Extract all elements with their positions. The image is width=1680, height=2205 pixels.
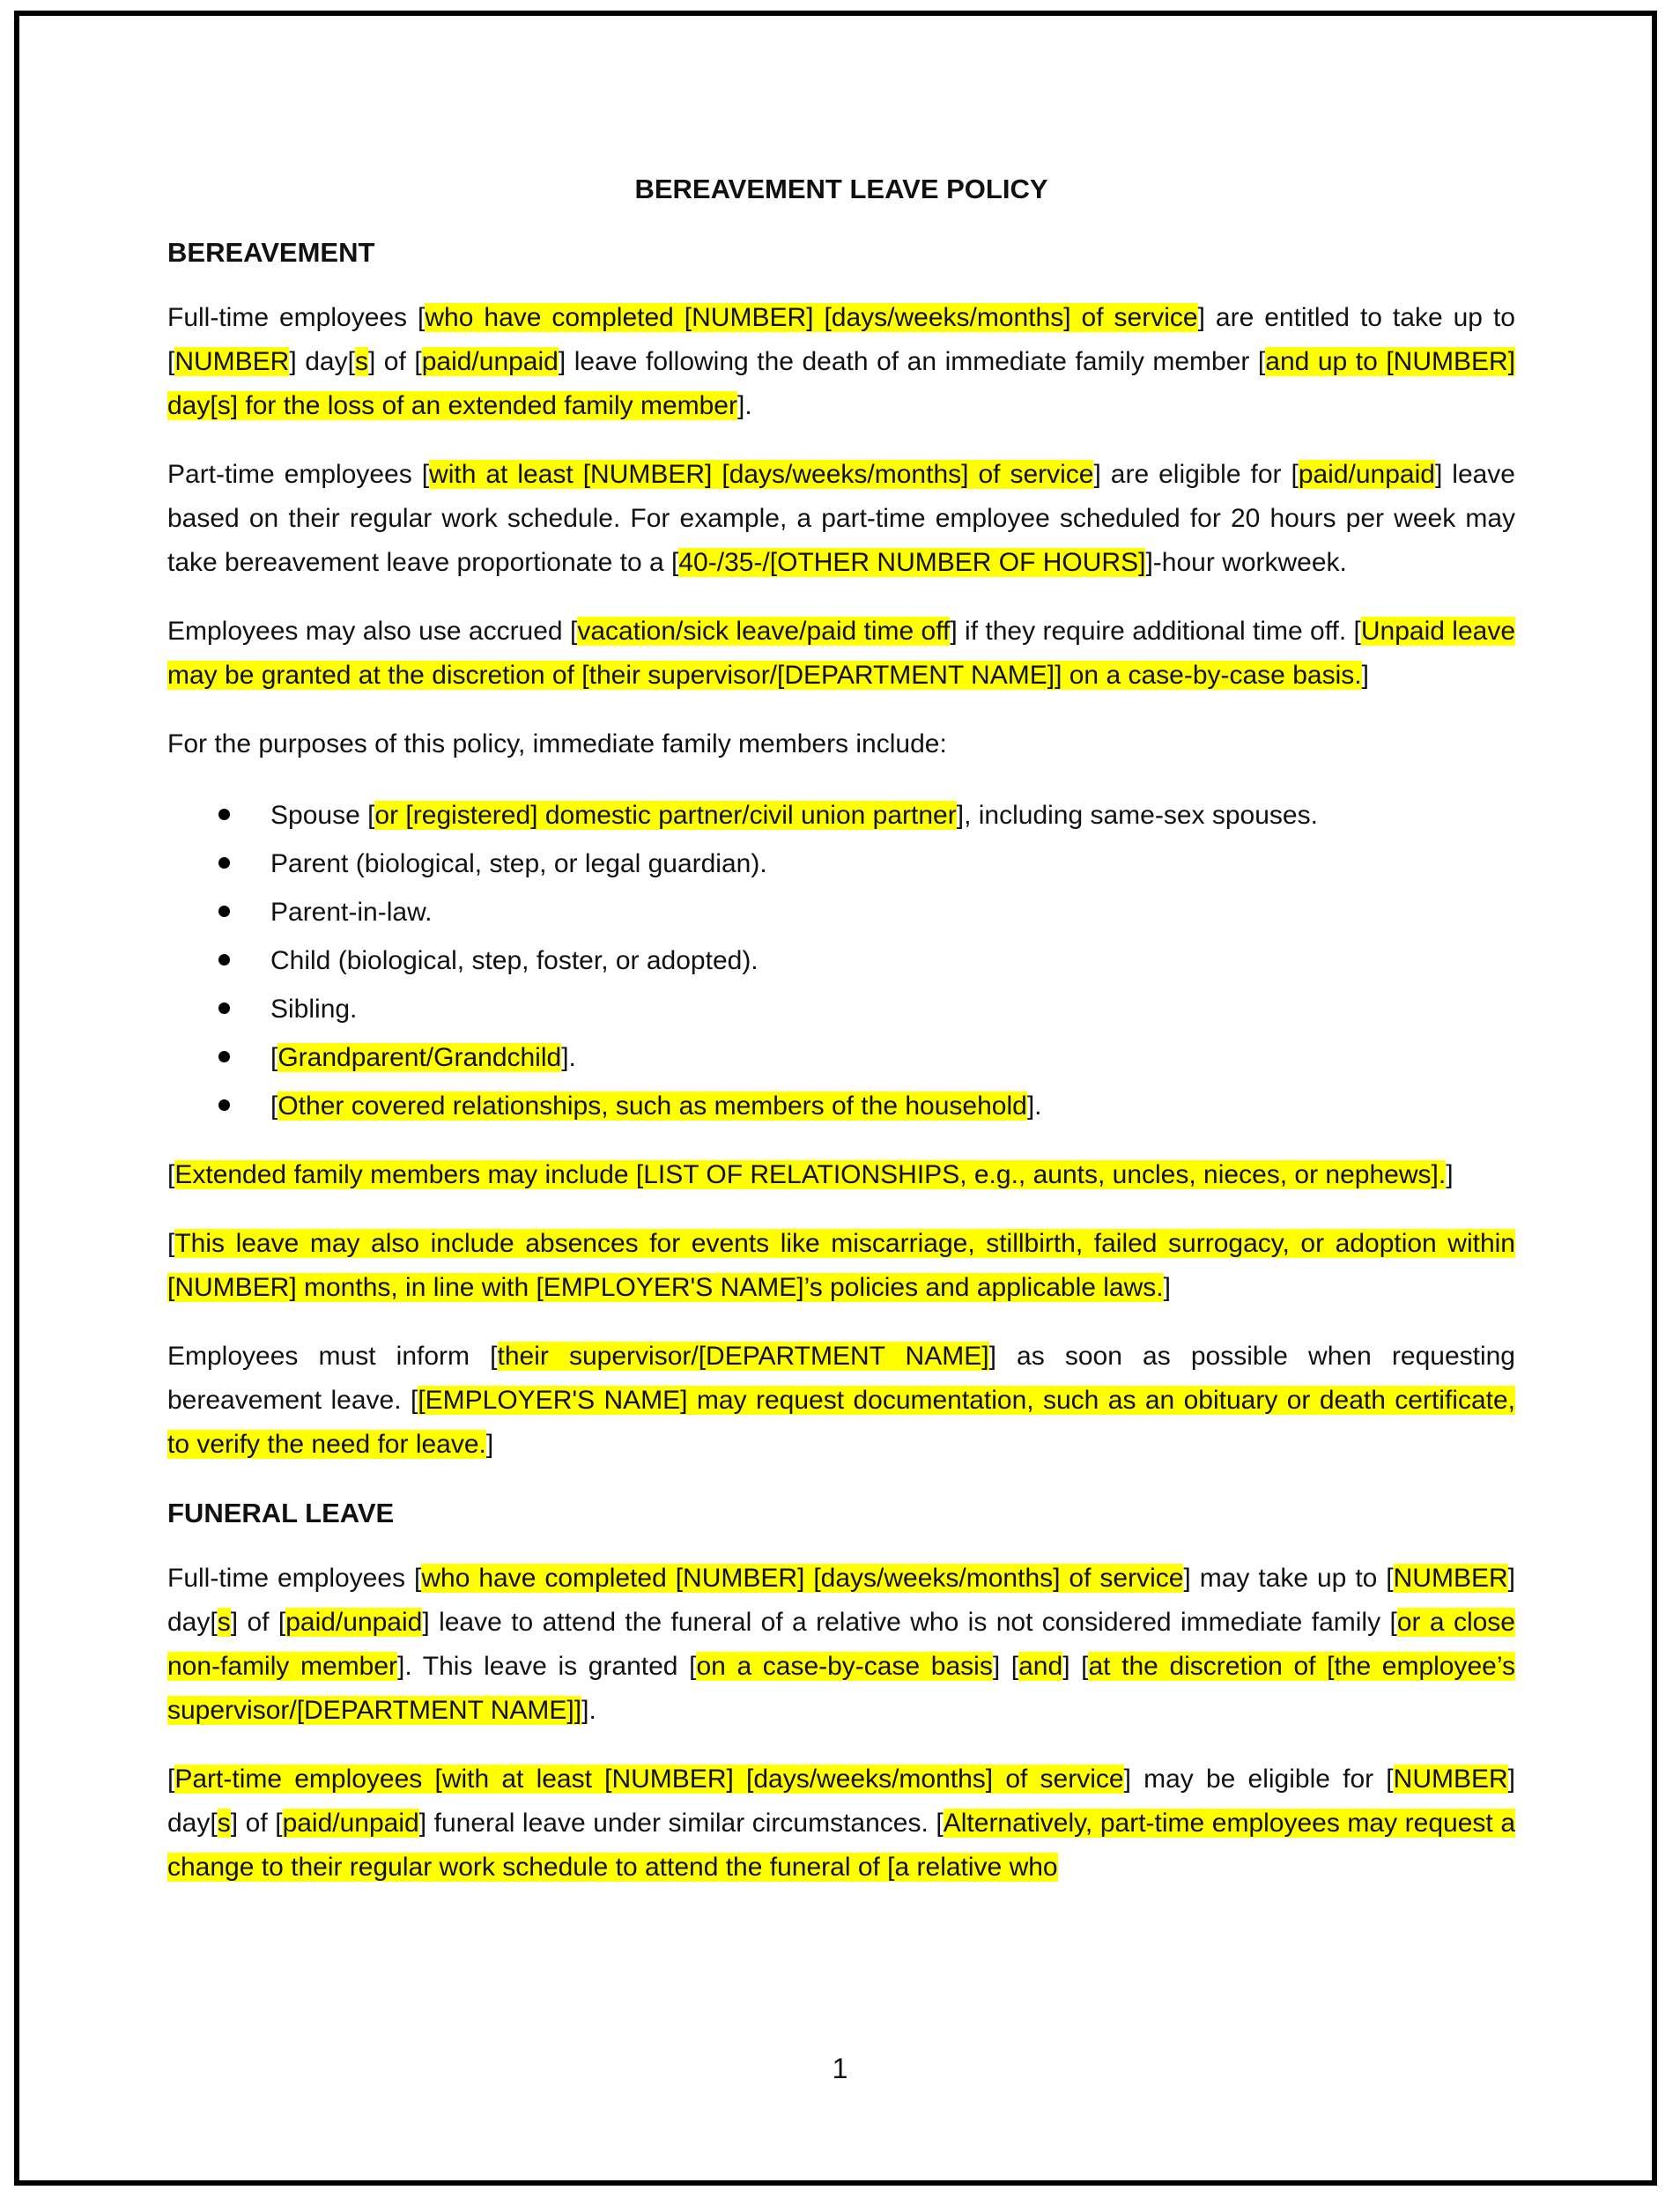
highlighted-placeholder: This leave may also include absences for events like miscarriage, stillbirth, failed surrogacy, or adoption within [NUMBER] months, in line with [EMPLOYER'S NAME]’s policies and applicable laws. [167,1229,1515,1302]
text-run: Employees may also use accrued [ [167,617,578,646]
highlighted-placeholder: paid/unpaid [282,1809,419,1838]
text-run: Full-time employees [ [167,303,426,332]
page-number: 1 [832,2053,848,2084]
bullet-icon [218,1051,230,1062]
highlighted-placeholder: Unpaid leave may be granted at the discretion of [their supervisor/[DEPARTMENT NAME]] on a case-by-case basis. [167,617,1515,690]
text-run: ] [1446,1160,1454,1189]
text-run: ] of [ [230,1809,283,1838]
list-item [167,1082,1515,1130]
text-run: ], including same-sex spouses. [956,801,1318,830]
list-item [167,985,1515,1033]
text-run: ] leave based on their regular work schedule. For example, a part-time employee scheduled for 20 hours per week may take bereavement leave proportionate to a [ [167,460,1515,577]
text-run: ]. This leave is granted [ [397,1652,697,1681]
text-run: ] of [ [230,1608,286,1637]
highlighted-placeholder: paid/unpaid [285,1608,423,1637]
highlighted-placeholder: NUMBER [1393,1564,1508,1593]
highlighted-placeholder: Extended family members may include [LIST OF RELATIONSHIPS, e.g., aunts, uncles, nieces, or nephews]. [174,1160,1447,1189]
paragraph [167,1153,1515,1197]
bullet-icon [218,857,230,869]
section-heading-funeral-leave: FUNERAL LEAVE [167,1498,395,1528]
list-item [167,840,1515,888]
text-run: ] are entitled to take up to [ [167,303,1515,376]
text-run: Parent-in-law. [270,898,433,927]
text-run: ] [1361,661,1369,690]
bullet-icon [218,809,230,820]
text-run: Full-time employees [ [167,1564,422,1593]
text-run: ] if they require additional time off. [ [950,617,1361,646]
list-item [167,791,1515,840]
text-run: ] are eligible for [ [1093,460,1299,489]
bullet-icon [218,1099,230,1111]
highlighted-placeholder: vacation/sick leave/paid time off [577,617,951,646]
section-heading-bereavement: BEREAVEMENT [167,237,375,268]
text-run: ] day[ [289,347,355,376]
text-run: [ [270,1043,278,1072]
highlighted-placeholder: [EMPLOYER'S NAME] may request documentation, such as an obituary or death certificate, to verify the need for leave. [167,1386,1516,1459]
highlighted-placeholder: and up to [NUMBER] day[s] for the loss of an extended family member [167,347,1516,420]
paragraph [167,1335,1515,1467]
text-run: [ [167,1160,175,1189]
highlighted-placeholder: who have completed [NUMBER] [days/weeks/months] of service [425,303,1198,332]
paragraph [167,1757,1515,1890]
text-run: ]. [736,391,752,420]
highlighted-placeholder: s [217,1809,231,1838]
text-run: ] day[ [167,1765,1516,1838]
highlighted-placeholder: their supervisor/[DEPARTMENT NAME] [497,1342,989,1371]
text-run: ]. [561,1043,576,1072]
document-title: BEREAVEMENT LEAVE POLICY [634,174,1048,204]
highlighted-placeholder: 40-/35-/[OTHER NUMBER OF HOURS] [678,548,1146,577]
highlighted-placeholder: at the discretion of [the employee’s supervisor/[DEPARTMENT NAME]] [167,1652,1515,1725]
highlighted-placeholder: paid/unpaid [1298,460,1435,489]
text-run: Sibling. [270,995,358,1024]
text-run: ] [1163,1273,1171,1302]
bullet-icon [218,954,230,966]
bullet-icon [218,1003,230,1014]
paragraph [167,296,1515,428]
text-run: ]. [1026,1091,1042,1121]
highlighted-placeholder: s [354,347,368,376]
immediate-family-list [167,791,1515,1130]
highlighted-placeholder: who have completed [NUMBER] [days/weeks/months] of service [421,1564,1184,1593]
text-run: ] leave to attend the funeral of a relative who is not considered immediate family [ [422,1608,1397,1637]
bullet-icon [218,906,230,917]
highlighted-placeholder: or [registered] domestic partner/civil union partner [374,801,957,830]
paragraph [167,453,1515,585]
text-run: ] [485,1430,494,1459]
document-body [167,167,1515,1914]
highlighted-placeholder: Alternatively, part-time employees may request a change to their regular work schedule to attend the funeral of [a relative who [167,1809,1516,1882]
highlighted-placeholder: NUMBER [1393,1765,1508,1794]
highlighted-placeholder: paid/unpaid [421,347,559,376]
highlighted-placeholder: NUMBER [174,347,290,376]
text-run: ] may be eligible for [ [1123,1765,1394,1794]
text-run: Child (biological, step, foster, or adopted). [270,946,759,975]
highlighted-placeholder: Grandparent/Grandchild [278,1043,562,1072]
text-run: ] day[ [167,1564,1515,1637]
highlighted-placeholder: s [217,1608,231,1637]
text-run: Employees must inform [ [167,1342,498,1371]
paragraph [167,722,1515,766]
text-run: ] may take up to [ [1183,1564,1394,1593]
text-run: ]-hour workweek. [1145,548,1347,577]
highlighted-placeholder: with at least [NUMBER] [days/weeks/months] of service [429,460,1094,489]
text-run: ]. [581,1696,596,1725]
paragraph [167,1557,1515,1733]
text-run: ] leave following the death of an immediate family member [ [558,347,1266,376]
highlighted-placeholder: Other covered relationships, such as members of the household [278,1091,1027,1121]
paragraph [167,1222,1515,1310]
text-run: Spouse [ [270,801,375,830]
highlighted-placeholder: on a case-by-case basis [696,1652,993,1681]
text-run: For the purposes of this policy, immediate family members include: [167,729,947,758]
text-run: ] funeral leave under similar circumstances. [ [418,1809,944,1838]
paragraph [167,610,1515,698]
text-run: ] [ [992,1652,1019,1681]
text-run: Parent (biological, step, or legal guardian). [270,849,767,878]
highlighted-placeholder: or a close non-family member [167,1608,1515,1681]
text-run: ] as soon as possible when requesting bereavement leave. [ [167,1342,1515,1415]
list-item [167,888,1515,936]
list-item [167,1033,1515,1082]
highlighted-placeholder: and [1018,1652,1063,1681]
text-run: [ [167,1229,175,1258]
list-item [167,936,1515,985]
text-run: [ [270,1091,278,1121]
text-run: [ [167,1765,175,1794]
highlighted-placeholder: Part-time employees [with at least [NUMBER] [days/weeks/months] of service [174,1765,1124,1794]
text-run: ] of [ [367,347,422,376]
text-run: ] [ [1062,1652,1089,1681]
text-run: Part-time employees [ [167,460,430,489]
